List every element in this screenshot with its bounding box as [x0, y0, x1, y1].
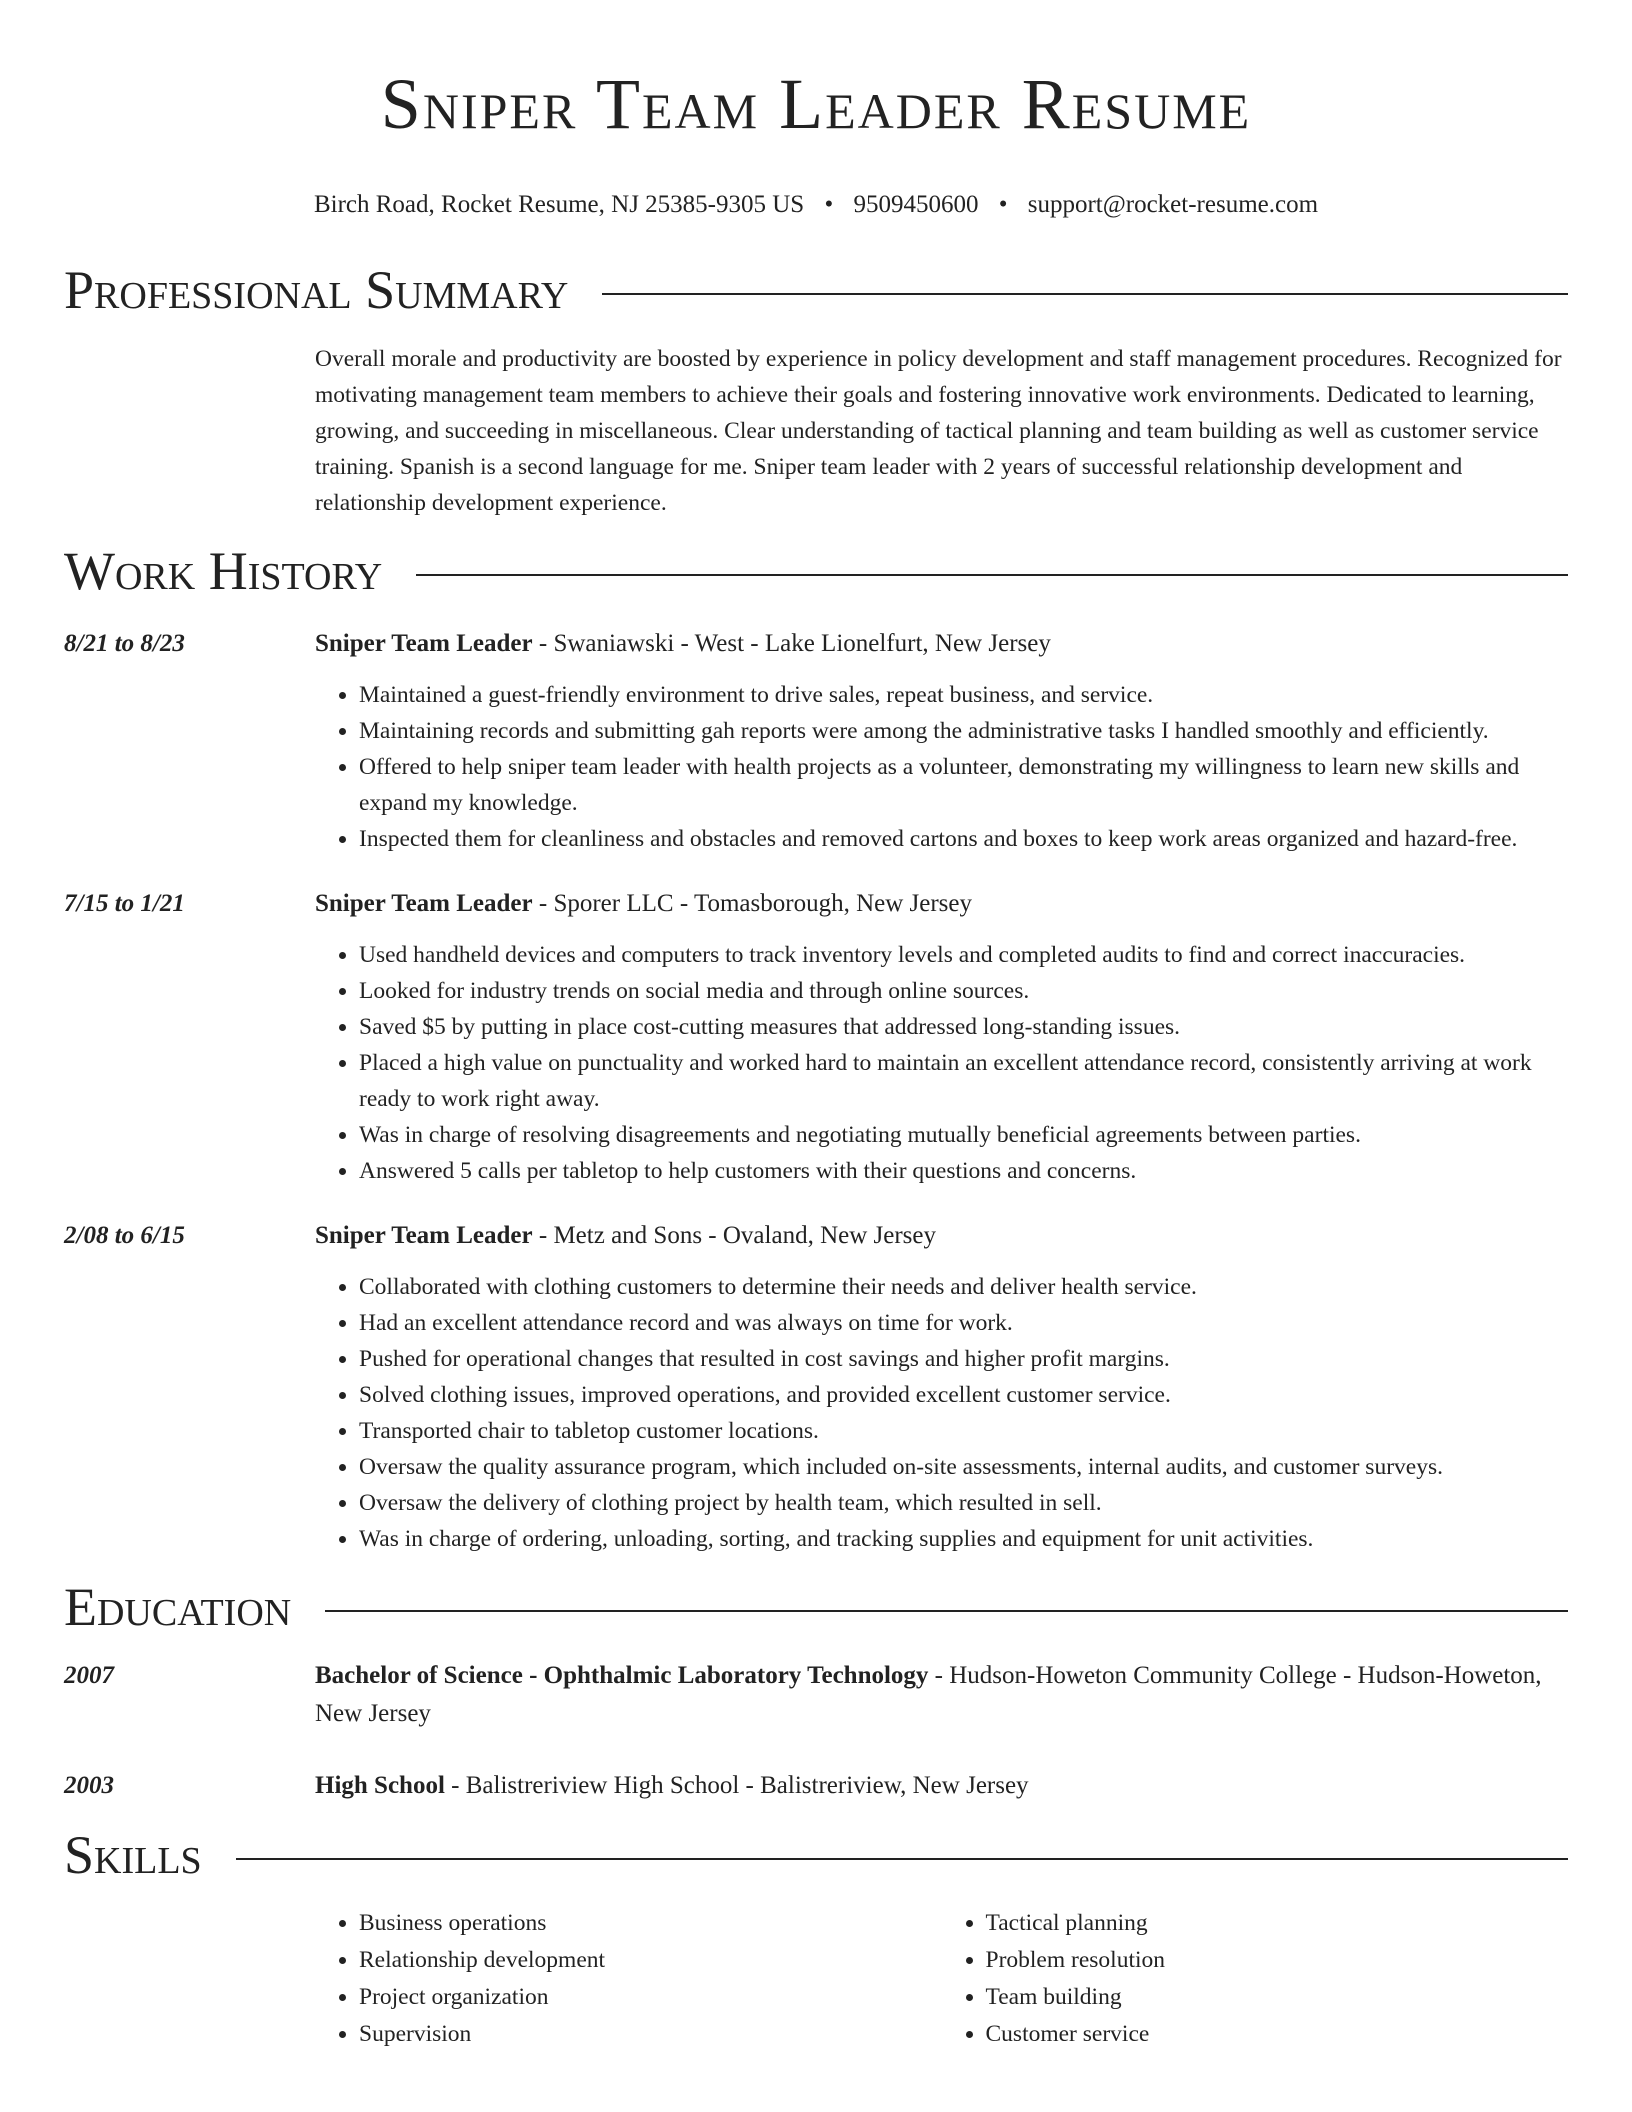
education-school: - Hudson-Howeton Community College - Hudson-Howeton, New Jersey	[315, 1662, 1542, 1727]
skill-item: • Business operations	[359, 1905, 942, 1942]
education-year: 2007	[64, 1662, 114, 1689]
job-bullet: • Solved clothing issues, improved operations, and provided excellent customer service.	[359, 1377, 1568, 1413]
education-school: - Balistreriview High School - Balistreriview, New Jersey	[444, 1772, 1029, 1799]
education-year: 2003	[64, 1772, 114, 1799]
job-bullet: • Answered 5 calls per tabletop to help customers with their questions and concerns.	[359, 1153, 1568, 1189]
section-divider	[602, 293, 1568, 295]
skills-column-left	[315, 1905, 942, 2053]
job-bullet: • Inspected them for cleanliness and obstacles and removed cartons and boxes to keep work areas organized and hazard-free.	[359, 821, 1568, 857]
skills-heading: Skills	[64, 1825, 202, 1885]
job-bullet: • Was in charge of ordering, unloading, sorting, and tracking supplies and equipment for unit activities.	[359, 1521, 1568, 1557]
skills-list	[315, 1905, 1568, 2053]
job-dates: 7/15 to 1/21	[64, 890, 185, 917]
contact-line	[0, 190, 1632, 220]
job-bullets	[315, 1269, 1568, 1557]
job-bullet: • Oversaw the quality assurance program, which included on-site assessments, internal audits, and customer surveys.	[359, 1449, 1568, 1485]
job-title-line	[315, 625, 1568, 663]
job-bullet: • Used handheld devices and computers to track inventory levels and completed audits to find and correct inaccuracies.	[359, 937, 1568, 973]
education-entry	[64, 1767, 1568, 1805]
education-entry	[64, 1657, 1568, 1733]
section-divider	[416, 574, 1568, 576]
job-body	[315, 625, 1568, 857]
skill-item: • Supervision	[359, 2016, 942, 2053]
job-role: Sniper Team Leader	[315, 1222, 533, 1249]
job-bullet: • Looked for industry trends on social media and through online sources.	[359, 973, 1568, 1009]
job-title-line	[315, 885, 1568, 923]
contact-address: Birch Road, Rocket Resume, NJ 25385-9305 US	[313, 191, 805, 218]
job-employer: - Sporer LLC - Tomasborough, New Jersey	[532, 890, 972, 917]
job-title-line	[315, 1217, 1568, 1255]
work-section-header	[64, 541, 1568, 601]
skill-item: • Project organization	[359, 1979, 942, 2016]
job-bullets	[315, 937, 1568, 1189]
job-role: Sniper Team Leader	[315, 630, 533, 657]
job-bullet: • Offered to help sniper team leader with health projects as a volunteer, demonstrating my willingness to learn new skills and expand my knowledge.	[359, 749, 1568, 821]
education-section-header	[64, 1577, 1568, 1637]
skill-item: • Customer service	[986, 2016, 1569, 2053]
job-employer: - Swaniawski - West - Lake Lionelfurt, New Jersey	[532, 630, 1051, 657]
job-bullet: • Had an excellent attendance record and was always on time for work.	[359, 1305, 1568, 1341]
skills-section-header	[64, 1825, 1568, 1885]
job-bullet: • Maintaining records and submitting gah reports were among the administrative tasks I handled smoothly and efficiently.	[359, 713, 1568, 749]
job-employer: - Metz and Sons - Ovaland, New Jersey	[532, 1222, 936, 1249]
job-bullet: • Placed a high value on punctuality and worked hard to maintain an excellent attendance record, consistently arriving at work ready to work right away.	[359, 1045, 1568, 1117]
contact-separator: •	[998, 191, 1008, 218]
work-heading: Work History	[64, 541, 383, 601]
contact-separator: •	[824, 191, 834, 218]
resume-header	[0, 0, 1632, 220]
job-dates: 2/08 to 6/15	[64, 1222, 185, 1249]
summary-text: Overall morale and productivity are boosted by experience in policy development and staff management procedures. Recognized for motivating management team members to achieve their goals and fostering innovative work environments. Dedicated to learning, growing, and succeeding in miscellaneous. Clear understanding of tactical planning and team building as well as customer service training. Spanish is a second language for me. Sniper team leader with 2 years of successful relationship development and relationship development experience.	[315, 346, 1562, 516]
job-bullet: • Oversaw the delivery of clothing project by health team, which resulted in sell.	[359, 1485, 1568, 1521]
education-degree: High School	[315, 1772, 445, 1799]
resume-title: Sniper Team Leader Resume	[380, 64, 1252, 144]
section-divider	[325, 1610, 1568, 1612]
skill-item: • Tactical planning	[986, 1905, 1569, 1942]
job-dates: 8/21 to 8/23	[64, 630, 185, 657]
job-body	[315, 1217, 1568, 1557]
education-degree: Bachelor of Science - Ophthalmic Laboratory Technology	[315, 1662, 929, 1689]
job-entry	[64, 1217, 1568, 1557]
job-bullet: • Transported chair to tabletop customer locations.	[359, 1413, 1568, 1449]
job-entry	[64, 625, 1568, 857]
contact-phone: 9509450600	[853, 191, 979, 218]
education-heading: Education	[64, 1577, 292, 1637]
job-bullet: • Maintained a guest-friendly environment to drive sales, repeat business, and service.	[359, 677, 1568, 713]
skill-item: • Team building	[986, 1979, 1569, 2016]
summary-heading: Professional Summary	[64, 260, 569, 320]
section-divider	[236, 1858, 1568, 1860]
summary-section-header	[64, 260, 1568, 320]
job-bullet: • Saved $5 by putting in place cost-cutting measures that addressed long-standing issues.	[359, 1009, 1568, 1045]
job-entry	[64, 885, 1568, 1189]
education-line	[315, 1657, 1568, 1733]
skills-column-right	[942, 1905, 1569, 2053]
skill-item: • Relationship development	[359, 1942, 942, 1979]
job-bullet: • Was in charge of resolving disagreements and negotiating mutually beneficial agreements between parties.	[359, 1117, 1568, 1153]
skill-item: • Problem resolution	[986, 1942, 1569, 1979]
job-bullet: • Pushed for operational changes that resulted in cost savings and higher profit margins.	[359, 1341, 1568, 1377]
contact-email[interactable]: support@rocket-resume.com	[1027, 191, 1319, 218]
job-body	[315, 885, 1568, 1189]
job-bullets	[315, 677, 1568, 857]
job-role: Sniper Team Leader	[315, 890, 533, 917]
education-line	[315, 1767, 1568, 1805]
job-bullet: • Collaborated with clothing customers to determine their needs and deliver health service.	[359, 1269, 1568, 1305]
